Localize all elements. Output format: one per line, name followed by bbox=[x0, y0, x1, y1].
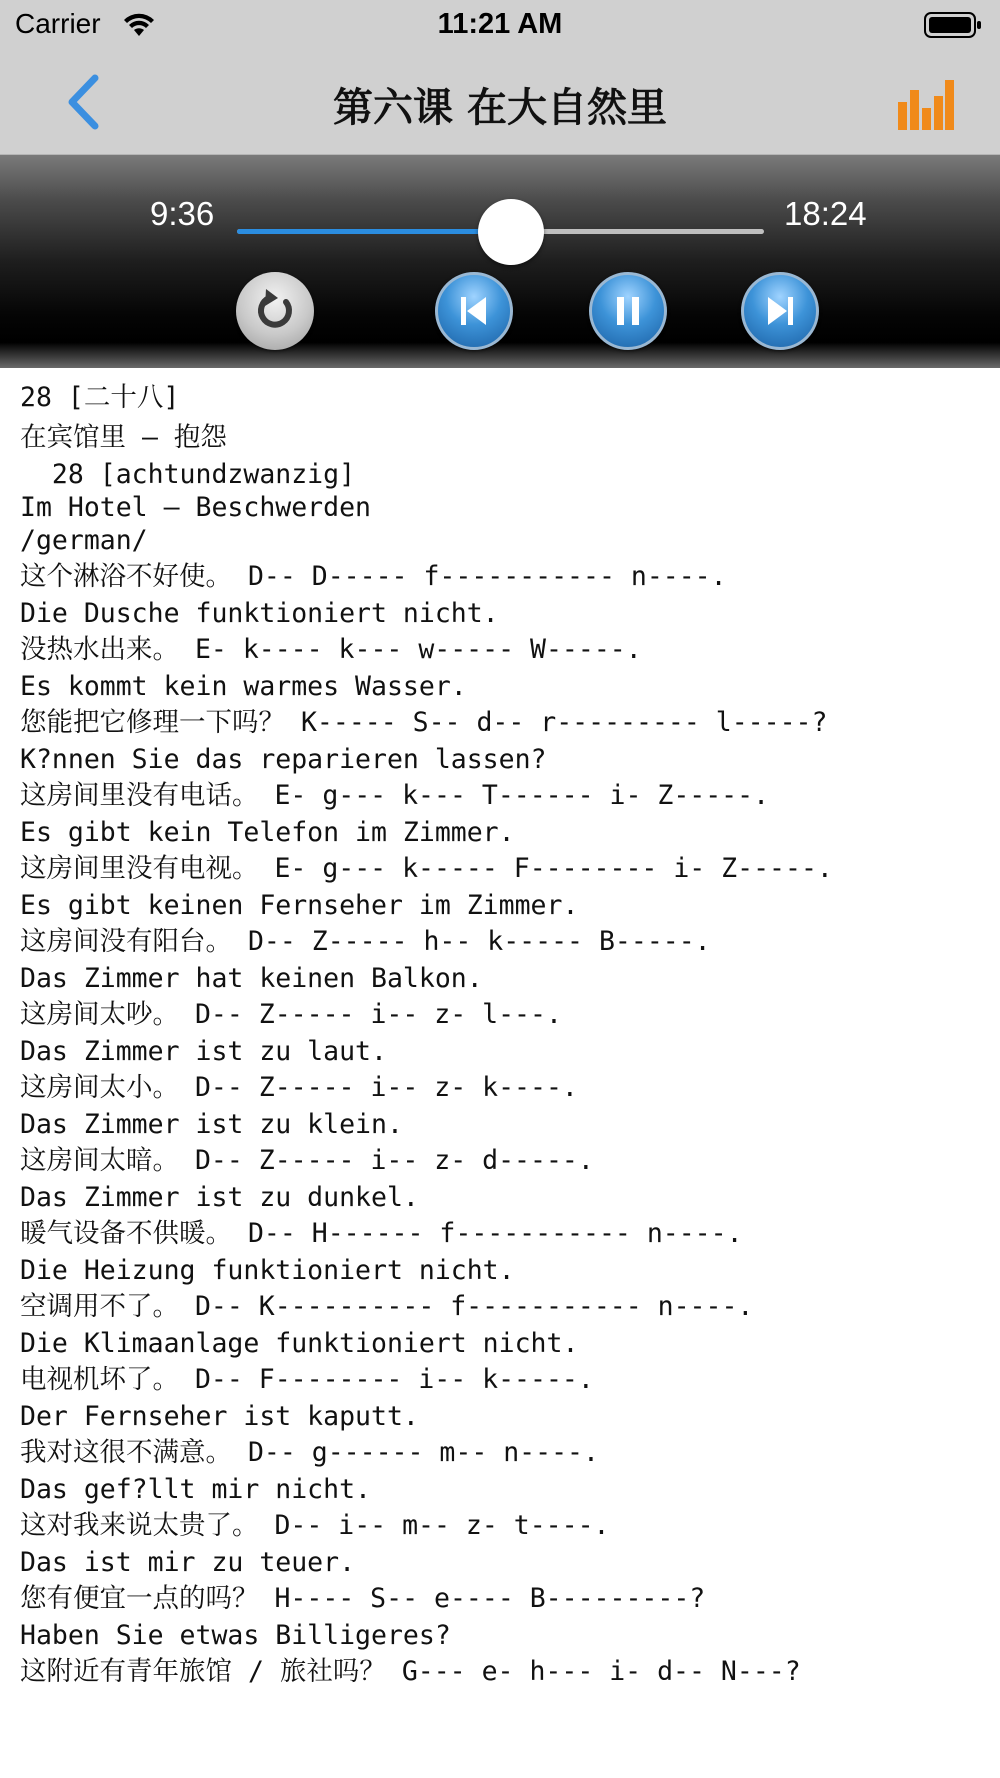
text-line: 这个淋浴不好使。 D-- D----- f----------- n----. bbox=[20, 561, 727, 592]
text-line: 这对我来说太贵了。 D-- i-- m-- z- t----. bbox=[20, 1510, 610, 1541]
text-line: Das Zimmer ist zu klein. bbox=[20, 1109, 403, 1140]
text-line: Die Heizung funktioniert nicht. bbox=[20, 1255, 515, 1286]
replay-button[interactable] bbox=[236, 272, 314, 350]
pause-icon bbox=[592, 275, 664, 347]
progress-fill bbox=[237, 229, 511, 234]
status-bar bbox=[0, 0, 1000, 50]
text-line: Die Dusche funktioniert nicht. bbox=[20, 598, 499, 629]
text-line: Es gibt keinen Fernseher im Zimmer. bbox=[20, 890, 579, 921]
text-line: 28 [二十八] bbox=[20, 382, 180, 413]
text-line: Es kommt kein warmes Wasser. bbox=[20, 671, 467, 702]
text-line: Der Fernseher ist kaputt. bbox=[20, 1401, 419, 1432]
carrier-label: Carrier bbox=[15, 8, 101, 39]
text-line: Es gibt kein Telefon im Zimmer. bbox=[20, 817, 515, 848]
text-line: 空调用不了。 D-- K---------- f----------- n----. bbox=[20, 1291, 754, 1322]
navigation-bar bbox=[0, 50, 1000, 155]
text-line: Das Zimmer ist zu dunkel. bbox=[20, 1182, 419, 1213]
text-line: 您有便宜一点的吗？ H---- S-- e---- B---------? bbox=[20, 1583, 706, 1614]
text-line: 这房间太暗。 D-- Z----- i-- z- d-----. bbox=[20, 1145, 594, 1176]
battery-icon bbox=[924, 12, 982, 38]
replay-icon bbox=[236, 272, 314, 350]
text-line: 您能把它修理一下吗？ K----- S-- d-- r--------- l-----? bbox=[20, 707, 828, 738]
equalizer-button[interactable] bbox=[896, 80, 954, 130]
text-line: /german/ bbox=[20, 525, 148, 556]
text-line: 在宾馆里 – 抱怨 bbox=[20, 422, 227, 453]
text-line: 我对这很不满意。 D-- g------ m-- n----. bbox=[20, 1437, 599, 1468]
text-line: K?nnen Sie das reparieren lassen? bbox=[20, 744, 547, 775]
skip-previous-icon bbox=[438, 275, 510, 347]
current-time: 9:36 bbox=[150, 195, 215, 232]
text-line: 这房间太吵。 D-- Z----- i-- z- l---. bbox=[20, 999, 562, 1030]
text-line: 没热水出来。 E- k---- k--- w----- W-----. bbox=[20, 634, 642, 665]
text-line: 暖气设备不供暖。 D-- H------ f----------- n----. bbox=[20, 1218, 743, 1249]
text-line: 这房间太小。 D-- Z----- i-- z- k----. bbox=[20, 1072, 578, 1103]
text-line: 这房间里没有电话。 E- g--- k--- T------ i- Z-----. bbox=[20, 780, 770, 811]
text-line: Im Hotel – Beschwerden bbox=[20, 492, 371, 523]
skip-next-icon bbox=[744, 275, 816, 347]
pause-button[interactable] bbox=[589, 272, 667, 350]
page-title: 第六课 在大自然里 bbox=[333, 85, 667, 131]
lesson-text bbox=[20, 378, 990, 1778]
progress-thumb[interactable] bbox=[478, 199, 544, 265]
text-line: 这附近有青年旅馆 / 旅社吗？ G--- e- h--- i- d-- N---? bbox=[20, 1656, 801, 1687]
equalizer-icon bbox=[896, 80, 954, 130]
text-line: Haben Sie etwas Billigeres? bbox=[20, 1620, 451, 1651]
text-line: 这房间没有阳台。 D-- Z----- h-- k----- B-----. bbox=[20, 926, 711, 957]
total-time: 18:24 bbox=[784, 195, 867, 232]
audio-player bbox=[0, 155, 1000, 368]
text-line: 这房间里没有电视。 E- g--- k----- F-------- i- Z-----. bbox=[20, 853, 833, 884]
next-button[interactable] bbox=[741, 272, 819, 350]
text-line: Das ist mir zu teuer. bbox=[20, 1547, 356, 1578]
text-line: Das Zimmer hat keinen Balkon. bbox=[20, 963, 483, 994]
text-line: 28 [achtundzwanzig] bbox=[20, 459, 356, 490]
text-line: 电视机坏了。 D-- F-------- i-- k-----. bbox=[20, 1364, 594, 1395]
text-line: Die Klimaanlage funktioniert nicht. bbox=[20, 1328, 579, 1359]
status-time: 11:21 AM bbox=[437, 8, 563, 40]
previous-button[interactable] bbox=[435, 272, 513, 350]
progress-slider[interactable] bbox=[237, 212, 764, 252]
text-line: Das Zimmer ist zu laut. bbox=[20, 1036, 387, 1067]
text-line: Das gef?llt mir nicht. bbox=[20, 1474, 371, 1505]
